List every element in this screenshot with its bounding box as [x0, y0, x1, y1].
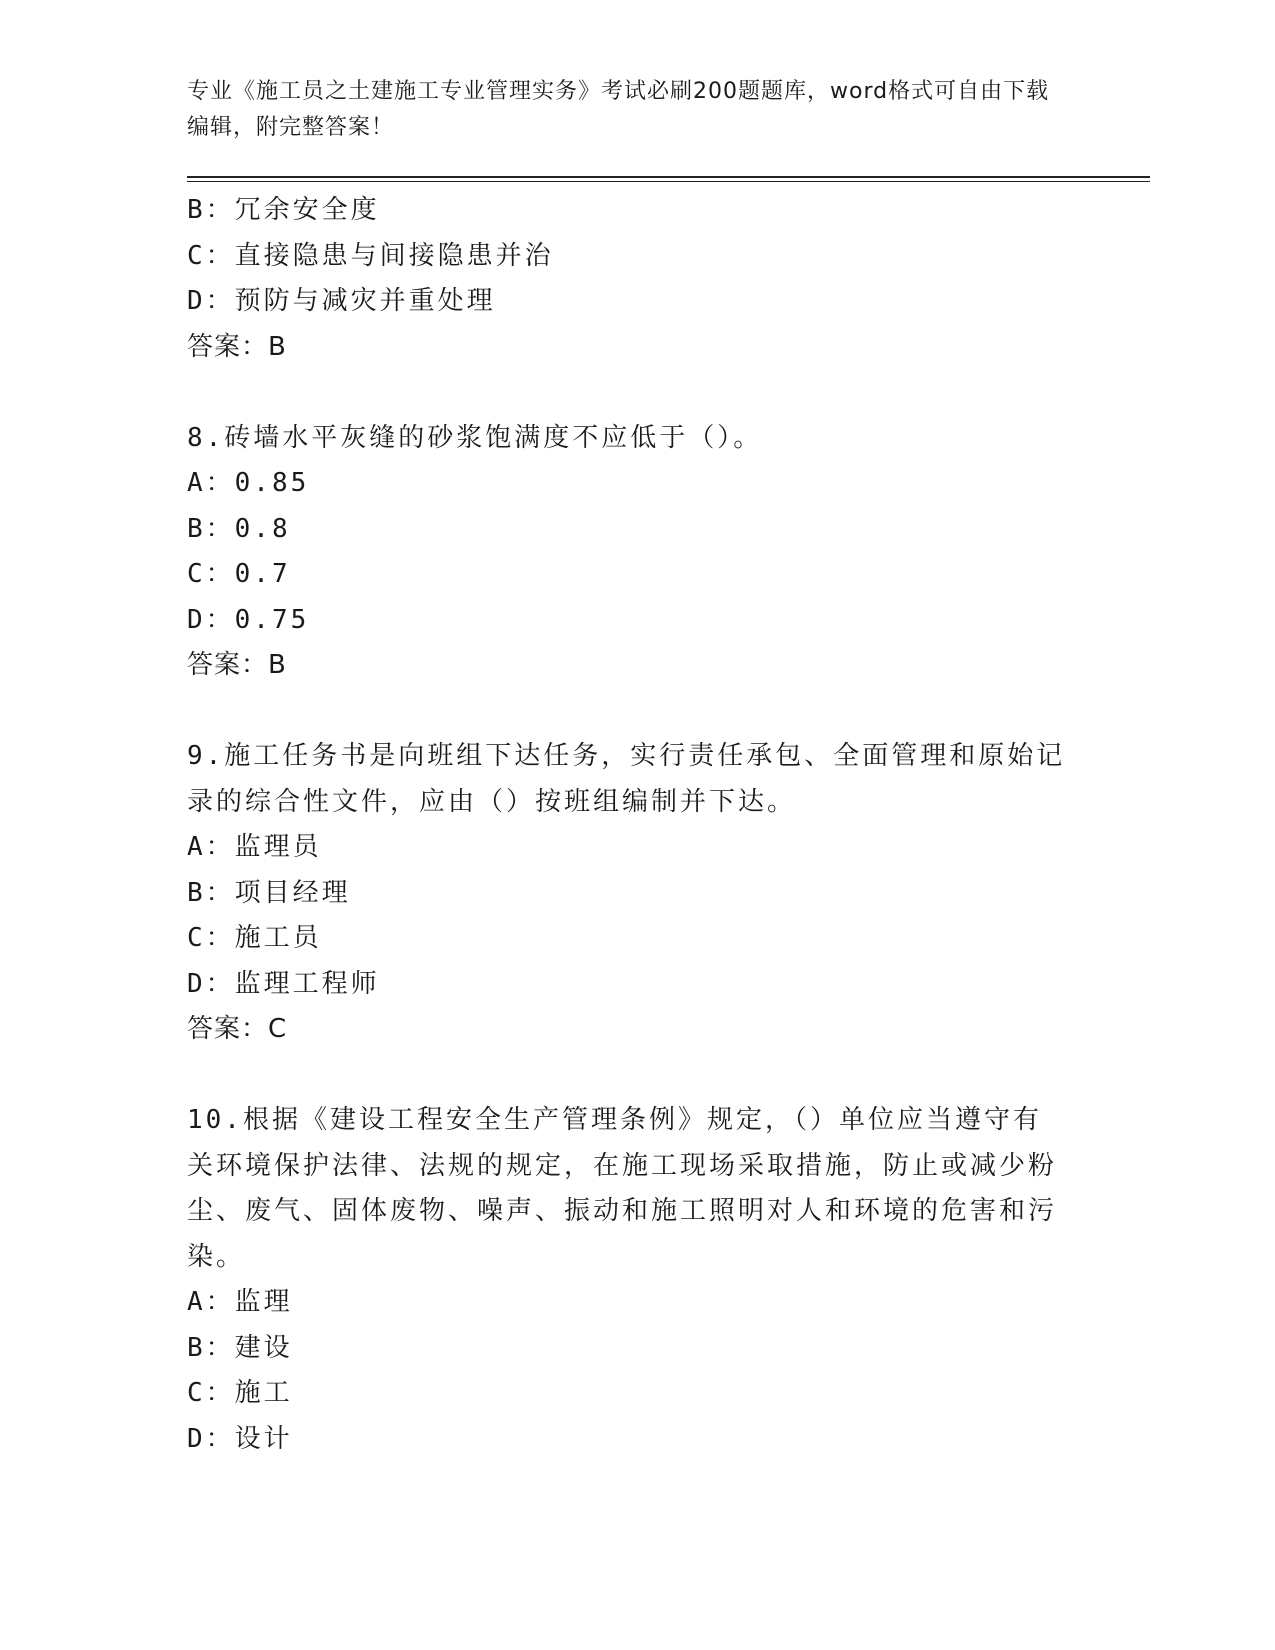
header-divider-thin: [187, 181, 1150, 182]
document-header: [187, 74, 1067, 146]
option-b: B：0.8: [187, 513, 291, 544]
option-d: D：预防与减灾并重处理: [187, 286, 496, 316]
spacer: [187, 1053, 1087, 1099]
question-block-9: [187, 734, 1087, 1053]
option-a: A：监理员: [187, 832, 322, 862]
option-b: B：冗余安全度: [187, 195, 380, 225]
header-title: 专业《施工员之土建施工专业管理实务》考试必刷200题题库，word格式可自由下载编辑，附完整答案！: [187, 79, 1050, 140]
option-a: A：监理: [187, 1287, 293, 1317]
question-text: 10.根据《建设工程安全生产管理条例》规定，（）单位应当遵守有关环境保护法律、法规的规定，在施工现场采取措施，防止或减少粉尘、废气、固体废物、噪声、振动和施工照明对人和环境的危害和污染。: [187, 1105, 1058, 1272]
option-b: B：项目经理: [187, 877, 351, 908]
option-c: C：0.7: [187, 559, 291, 589]
question-text: 9.施工任务书是向班组下达任务，实行责任承包、全面管理和原始记录的综合性文件，应由（）按班组编制并下达。: [187, 741, 1066, 817]
answer-line: 答案：B: [187, 650, 287, 680]
question-text: 8.砖墙水平灰缝的砂浆饱满度不应低于（）。: [187, 422, 763, 453]
question-block-8: [187, 416, 1087, 689]
option-d: D：监理工程师: [187, 968, 380, 999]
option-a: A：0.85: [187, 468, 310, 498]
spacer: [187, 689, 1087, 735]
question-block-7: [187, 188, 1087, 370]
option-b: B：建设: [187, 1332, 293, 1363]
question-list: [187, 188, 1087, 1462]
option-c: C：施工: [187, 1378, 293, 1408]
option-d: D：0.75: [187, 604, 310, 635]
answer-line: 答案：B: [187, 331, 287, 362]
header-divider: [187, 176, 1150, 178]
answer-line: 答案：C: [187, 1014, 288, 1044]
option-c: C：直接隐患与间接隐患并治: [187, 240, 554, 271]
option-d: D：设计: [187, 1423, 293, 1454]
option-c: C：施工员: [187, 923, 322, 953]
spacer: [187, 370, 1087, 416]
question-block-10: [187, 1098, 1087, 1462]
